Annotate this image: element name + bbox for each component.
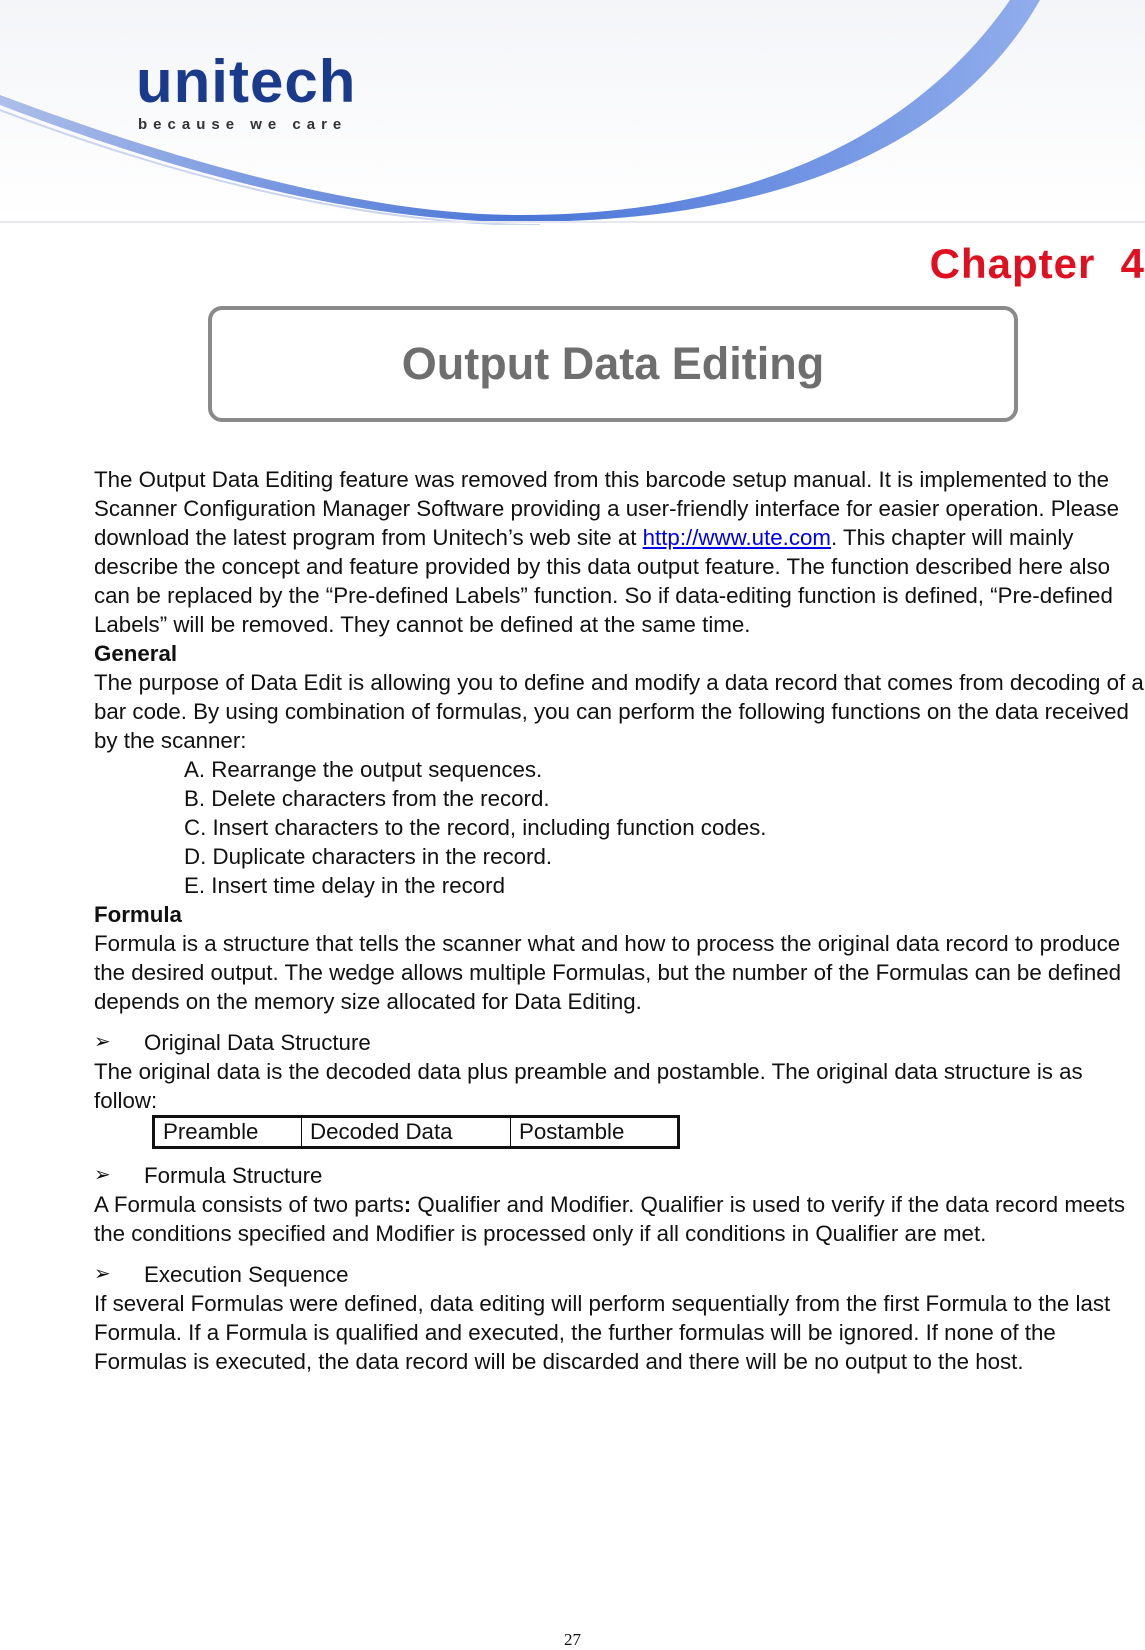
formula-structure-text: A Formula consists of two parts: Qualifier and Modifier. Qualifier is used to verify if the data record meets the conditions specified and Modifier is processed only if all conditions in Qualifier are met.	[94, 1192, 1126, 1246]
page-number: 27	[564, 1630, 581, 1649]
original-structure-text: The original data is the decoded data plus preamble and postamble. The original data structure is as follow:	[94, 1059, 1083, 1113]
execution-sequence-bullet: ➢ Execution Sequence	[94, 1262, 349, 1287]
page-title-box	[208, 306, 1018, 422]
general-text: The purpose of Data Edit is allowing you to define and modify a data record that comes from decoding of a bar code. By using combination of formulas, you can perform the following functions on the data received by the scanner:	[94, 670, 1144, 753]
formula-heading: Formula	[94, 902, 182, 927]
list-item: E. Insert time delay in the record	[184, 873, 505, 898]
list-item: A. Rearrange the output sequences.	[184, 757, 543, 782]
formula-text: Formula is a structure that tells the scanner what and how to process the original data record to produce the desired output. The wedge allows multiple Formulas, but the number of the Formulas can be defined depends on the memory size allocated for Data Editing.	[94, 931, 1122, 1014]
page-title: Output Data Editing	[401, 338, 825, 389]
data-structure-table	[152, 1115, 680, 1149]
function-list	[94, 755, 1144, 900]
intro-paragraph: The Output Data Editing feature was removed from this barcode setup manual. It is implemented to the Scanner Configuration Manager Software providing a user-friendly interface for easier operation. Please download the latest program from Unitech’s web site at http://www.ute.com. This chapter will mainly describe the concept and feature provided by this data output feature. The function described here also can be replaced by the “Pre-defined Labels” function. So if data-editing function is defined, “Pre-defined Labels” will be removed. They cannot be defined at the same time.	[94, 467, 1119, 637]
list-item: D. Duplicate characters in the record.	[184, 844, 553, 869]
original-structure-bullet: ➢ Original Data Structure	[94, 1030, 371, 1055]
decoded-data-cell: Decoded Data	[302, 1117, 511, 1148]
unitech-logo: unitech	[136, 48, 357, 115]
arrow-bullet-icon: ➢	[94, 1263, 111, 1285]
list-item: B. Delete characters from the record.	[184, 786, 550, 811]
ute-website-link[interactable]: http://www.ute.com	[642, 525, 831, 550]
arrow-bullet-icon: ➢	[94, 1164, 111, 1186]
list-item: C. Insert characters to the record, including function codes.	[184, 815, 767, 840]
execution-sequence-text: If several Formulas were defined, data editing will perform sequentially from the first Formula to the last Formula. If a Formula is qualified and executed, the further formulas will be ignored. If none of the Formulas is executed, the data record will be discarded and there will be no output to the host.	[94, 1291, 1111, 1374]
logo-tagline: because we care	[138, 116, 348, 133]
preamble-cell: Preamble	[154, 1117, 302, 1148]
general-heading: General	[94, 641, 178, 666]
formula-structure-bullet: ➢ Formula Structure	[94, 1163, 323, 1188]
arrow-bullet-icon: ➢	[94, 1031, 111, 1053]
postamble-cell: Postamble	[511, 1117, 679, 1148]
body-content	[94, 465, 1144, 1376]
chapter-label: Chapter 4	[929, 240, 1145, 287]
